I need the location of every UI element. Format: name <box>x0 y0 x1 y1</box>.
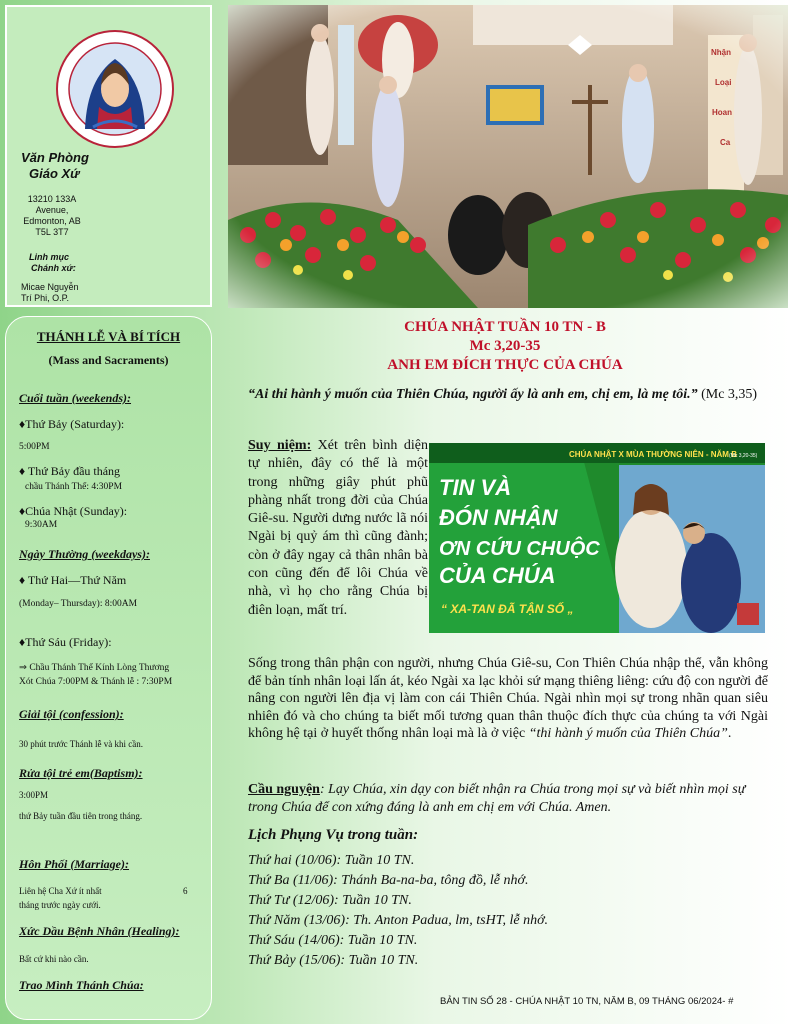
sunday-label: ♦Chúa Nhật (Sunday): <box>19 504 128 518</box>
weekdays-heading: Ngày Thường (weekdays): <box>19 547 150 561</box>
pastor-label: Linh mục Chánh xứ: <box>29 252 76 273</box>
bulletin-footer: BẢN TIN SỐ 28 - CHÚA NHẬT 10 TN, NĂM B, 09 THÁNG 06/2024- # <box>440 996 734 1007</box>
friday-label: ♦Thứ Sáu (Friday): <box>19 635 112 649</box>
confession-heading: Giải tội (confession): <box>19 707 124 721</box>
church-altar-photo <box>228 5 788 308</box>
marriage-line1: Liên hệ Cha Xứ ít nhất <box>19 886 102 896</box>
parish-logo <box>55 29 175 149</box>
gospel-quote: “Ai thi hành ý muốn của Thiên Chúa, người ấy là anh em, chị em, là mẹ tôi.” (Mc 3,35) <box>248 387 758 402</box>
mass-subheading: (Mass and Sacraments) <box>48 353 169 367</box>
first-saturday-adoration: chầu Thánh Thể: 4:30PM <box>25 482 123 492</box>
baptism-heading: Rửa tội trẻ em(Baptism): <box>19 766 143 780</box>
office-title: Văn Phòng Giáo Xứ <box>21 150 89 181</box>
parish-office-box <box>5 5 212 307</box>
mon-thu-time: (Monday– Thursday): 8:00AM <box>19 599 138 609</box>
first-saturday-label: ♦ Thứ Bảy đầu tháng <box>19 464 121 478</box>
banner-line4: CỦA CHÚA <box>439 563 556 588</box>
liturgy-day: Thứ Tư (12/06): Tuần 10 TN. <box>248 893 412 908</box>
office-address: 13210 133A Avenue, Edmonton, AB T5L 3T7 <box>23 194 81 237</box>
banner-subtitle: “ XA-TAN ĐÃ TẬN SỐ „ <box>441 602 574 616</box>
liturgy-day: Thứ hai (10/06): Tuần 10 TN. <box>248 853 415 868</box>
healing-heading: Xức Dầu Bệnh Nhân (Healing): <box>19 924 180 938</box>
reflection-continued-text: Sống trong thân phận con người, nhưng Chúa Giê-su, Con Thiên Chúa nhập thể, vẫn không để bản tính nhân loại lấn át, kéo Ngài xa lạc khỏi sứ mạng thiêng liêng: cứu độ con người để nâng con người lên địa vị làm con cái Thiên Chúa. Ngài nhìn mọi sự trong nhãn quan siêu nhiên đó và cho chúng ta biết mối tương quan thân thuộc đích thực của chúng ta với Ngài không hệ tại ở huyết thống nhân loại mà là ở việc “thi hành ý muốn của Thiên Chúa”. <box>248 656 768 742</box>
reflection-side-text: Suy niệm: Xét trên bình diện tự nhiên, đây có thể là một trong những giây phút phũ phàng nhất trong đời của Chúa Giê-su. Người dưng nước lã nói Ngài bị quỷ ám thì cũng đành; còn ở đây ngay cả thân nhân bà con cũng đến để lôi Chúa về nhà, vì họ cho rằng Chúa bị điên loạn, mất trí. <box>248 438 428 618</box>
prayer-text: Cầu nguyện: Lạy Chúa, xin dạy con biết nhận ra Chúa trong mọi sự và biết nhìn mọi sự trong Chúa để con xứng đáng là anh em chị em với Chúa. Amen. <box>248 782 746 815</box>
saturday-label: ♦Thứ Bảy (Saturday): <box>19 417 125 431</box>
banner-line2: ĐÓN NHẬN <box>439 505 558 530</box>
sunday-time: 9:30AM <box>25 520 58 530</box>
liturgy-heading: Lịch Phụng Vụ trong tuần: <box>248 827 419 843</box>
communion-heading: Trao Mình Thánh Chúa: <box>19 978 144 992</box>
marriage-months: 6 <box>183 886 188 896</box>
banner-line1: TIN VÀ <box>439 475 512 500</box>
liturgy-days <box>248 851 548 971</box>
healing-text: Bất cứ khi nào cần. <box>19 954 89 964</box>
banner-top-reference: (Mc 3,20-35) <box>729 453 758 459</box>
friday-mass: Xót Chúa 7:00PM & Thánh lễ : 7:30PM <box>19 677 173 687</box>
headline-reference: Mc 3,20-35 <box>469 338 541 354</box>
headline-title: ANH EM ĐÍCH THỰC CỦA CHÚA <box>387 357 623 373</box>
liturgy-day: Thứ Sáu (14/06): Tuần 10 TN. <box>248 933 418 948</box>
mon-thu-label: ♦ Thứ Hai—Thứ Năm <box>19 573 127 587</box>
sunday-banner-image <box>429 443 765 633</box>
banner-line3: ƠN CỨU CHUỘC <box>439 538 600 560</box>
mass-sacraments-panel <box>5 316 212 1020</box>
baptism-text: thứ Bảy tuần đầu tiên trong tháng. <box>19 811 143 821</box>
saturday-time: 5:00PM <box>19 442 50 452</box>
headline-sunday: CHÚA NHẬT TUẦN 10 TN - B <box>404 319 606 335</box>
weekends-heading: Cuối tuần (weekends): <box>19 391 132 405</box>
banner-top-text: CHÚA NHẬT X MÙA THƯỜNG NIÊN - NĂM B <box>569 450 737 459</box>
marriage-heading: Hôn Phối (Marriage): <box>19 857 130 871</box>
liturgy-day: Thứ Năm (13/06): Th. Anton Padua, lm, tsHT, lễ nhớ. <box>248 913 549 928</box>
friday-adoration: ⇒ Chầu Thánh Thể Kính Lòng Thương <box>19 663 170 673</box>
pastor-name: Micae Nguyễn Trí Phi, O.P. <box>21 282 79 303</box>
confession-text: 30 phút trước Thánh lễ và khi cần. <box>19 739 143 749</box>
marriage-line2: tháng trước ngày cưới. <box>19 900 101 910</box>
baptism-time: 3:00PM <box>19 790 49 800</box>
liturgy-day: Thứ Ba (11/06): Thánh Ba-na-ba, tông đồ, lễ nhớ. <box>248 873 529 888</box>
liturgy-day: Thứ Bảy (15/06): Tuần 10 TN. <box>248 953 419 968</box>
mass-heading: THÁNH LỄ VÀ BÍ TÍCH <box>36 329 181 344</box>
